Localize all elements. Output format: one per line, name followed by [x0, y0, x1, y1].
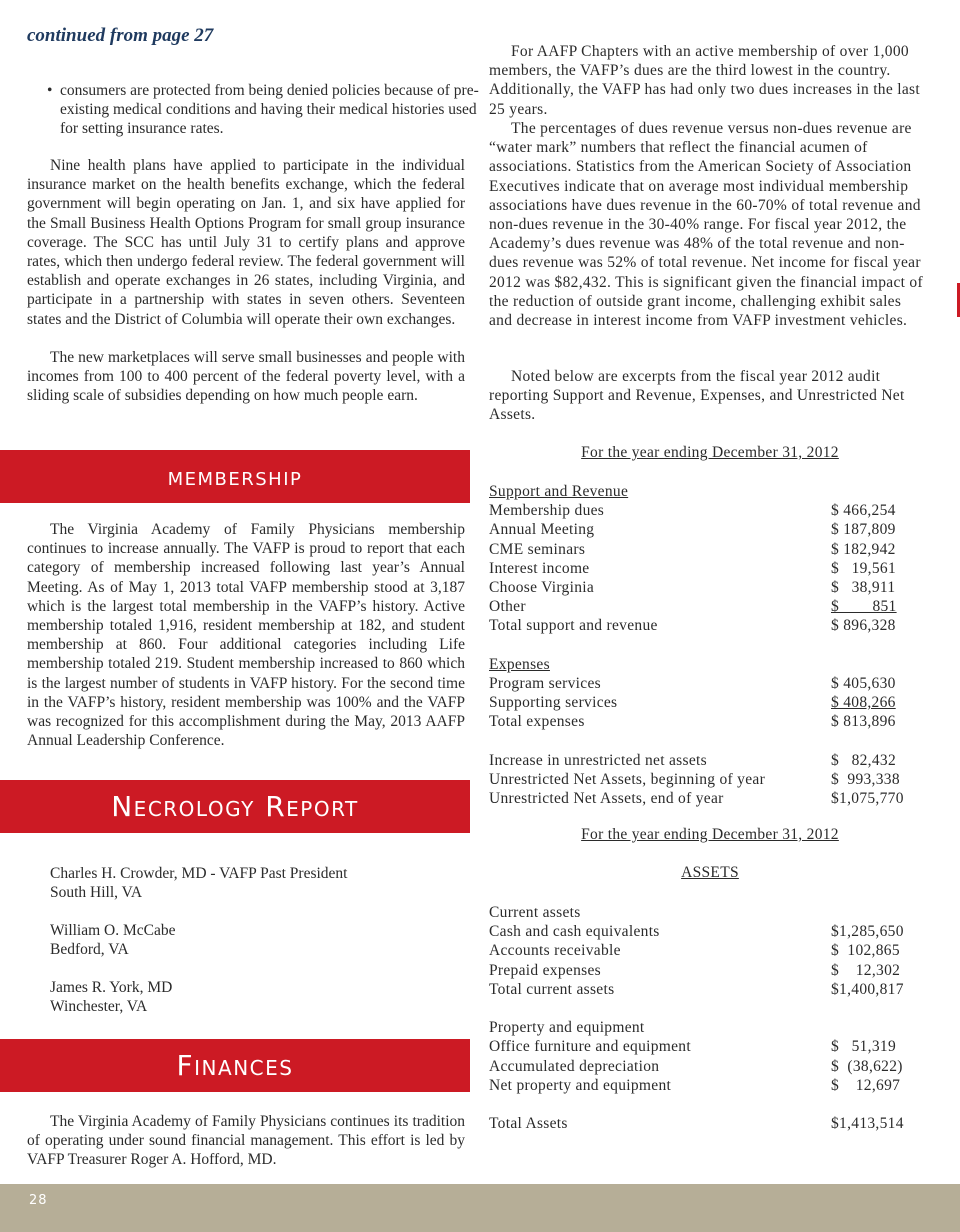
row-value: $ (38,622)	[831, 1057, 903, 1075]
current-assets-heading: Current assets	[489, 904, 581, 921]
table-row	[489, 1057, 924, 1076]
row-label: Total current assets	[489, 980, 615, 998]
necrology-place: Bedford, VA	[50, 941, 129, 959]
property-heading: Property and equipment	[489, 1019, 645, 1037]
assets-table	[489, 903, 924, 1133]
row-label: Program services	[489, 674, 601, 692]
spacer	[489, 999, 924, 1018]
bullet-text: consumers are protected from being denied policies because of pre-existing medical conditions and having their medical histories used for setting insurance rates.	[60, 82, 479, 138]
table-row	[489, 789, 924, 808]
expenses-heading: Expenses	[489, 655, 550, 673]
row-value: $ 12,302	[831, 961, 901, 979]
row-value: $ 993,338	[831, 770, 900, 788]
table-row	[489, 559, 924, 578]
right-paragraph-3: Noted below are excerpts from the fiscal year 2012 audit reporting Support and Revenue, Expenses, and Unrestricted Net Assets.	[489, 368, 905, 424]
table-row	[489, 712, 924, 731]
spacer	[489, 1095, 924, 1114]
assets-heading: ASSETS	[681, 864, 739, 881]
table-row	[489, 520, 924, 539]
section-heading	[489, 903, 924, 922]
row-value: $ 851	[831, 598, 897, 616]
table-row	[489, 1114, 924, 1133]
footer-bar	[0, 1184, 960, 1232]
necrology-heading: Necrology Report	[111, 790, 359, 823]
row-value: $ 38,911	[831, 578, 896, 596]
revenue-table	[489, 482, 924, 808]
left-paragraph-1: Nine health plans have applied to participate in the individual insurance market on the health benefits exchange, which the federal government will begin operating on Jan. 1, and six have applied for the Small Business Health Options Program for small group insurance coverage. The SCC has until July 31 to certify plans and approve rates, which then undergo federal review. The federal government will establish and operate exchanges in 26 states, including Virginia, and participate in a partnership with states in seven others. Seventeen states and the District of Columbia will operate their own exchanges.	[27, 157, 465, 328]
support-heading: Support and Revenue	[489, 483, 629, 500]
row-value: $1,075,770	[831, 790, 904, 807]
table-row	[489, 941, 924, 960]
table1-title: For the year ending December 31, 2012	[581, 444, 839, 461]
necrology-place: South Hill, VA	[50, 884, 143, 902]
table-row	[489, 922, 924, 941]
row-value: $ 19,561	[831, 559, 896, 577]
necrology-name: Charles H. Crowder, MD - VAFP Past President	[50, 865, 348, 882]
table-row	[489, 674, 924, 693]
table-row	[489, 501, 924, 520]
finances-heading: Finances	[176, 1049, 294, 1082]
necrology-banner	[0, 780, 470, 833]
row-value: $ 408,266	[831, 694, 896, 712]
table-row	[489, 961, 924, 980]
row-label: Membership dues	[489, 502, 605, 520]
table-row	[489, 1037, 924, 1056]
right-paragraph-2: The percentages of dues revenue versus non-dues revenue are “water mark” numbers that reflect the financial acumen of associations. Statistics from the American Society of Association Executives indicate that on average most individual membership associations have dues revenue in the 60-70% of total revenue and non-dues revenue in the 30-40% range. For fiscal year 2012, the Academy’s dues revenue was 48% of the total revenue and non-dues revenue was 52% of total revenue. Net income for fiscal year 2012 was $82,432. This is significant given the financial impact of the reduction of outside grant income, challenging exhibit sales and decrease in interest income from VAFP investment vehicles.	[489, 120, 923, 330]
row-label: Cash and cash equivalents	[489, 923, 660, 941]
row-label: Unrestricted Net Assets, end of year	[489, 790, 724, 807]
table-row	[489, 540, 924, 559]
spacer	[489, 731, 924, 750]
table-row	[489, 770, 924, 789]
row-value: $ 182,942	[831, 540, 896, 558]
membership-banner	[0, 450, 470, 503]
membership-paragraph: The Virginia Academy of Family Physicians membership continues to increase annually. The VAFP is proud to report that each category of membership increased following last year’s Annual Meeting. As of May 1, 2013 total VAFP membership stood at 3,187 which is the largest total membership in the VAFP’s history. Active membership totaled 1,916, resident membership at 182, and student membership at 860. Four additional categories including Life membership totaled 219. Student membership increased to 860 which is the largest number of students in VAFP history. For the second time in the VAFP’s history, resident membership was 100% and the VAFP was recognized for this accomplishment during the May, 2013 AAFP Annual Leadership Conference.	[27, 521, 465, 750]
table-row	[489, 597, 924, 616]
necrology-entry	[50, 864, 347, 902]
row-label: Office furniture and equipment	[489, 1038, 691, 1056]
section-heading	[489, 1018, 924, 1037]
necrology-name: James R. York, MD	[50, 979, 173, 996]
row-label: Total expenses	[489, 713, 585, 731]
right-paragraph-1: For AAFP Chapters with an active membership of over 1,000 members, the VAFP’s dues are the third lowest in the country. Additionally, the VAFP has had only two dues increases in the last 25 years.	[489, 43, 920, 118]
necrology-entry	[50, 978, 172, 1016]
page-number: 28	[29, 1193, 48, 1208]
necrology-place: Winchester, VA	[50, 998, 148, 1016]
necrology-entry	[50, 921, 176, 959]
table2-title: For the year ending December 31, 2012	[581, 826, 839, 843]
row-value: $ 405,630	[831, 674, 896, 692]
membership-heading: membership	[167, 462, 303, 491]
bullet-symbol: •	[47, 82, 53, 99]
spacer	[489, 636, 924, 655]
row-label: Choose Virginia	[489, 578, 595, 596]
row-value: $ 896,328	[831, 617, 896, 635]
row-label: CME seminars	[489, 540, 586, 558]
row-label: Total support and revenue	[489, 617, 658, 635]
table-row	[489, 578, 924, 597]
row-label: Unrestricted Net Assets, beginning of year	[489, 770, 766, 788]
row-label: Prepaid expenses	[489, 961, 601, 979]
table-row	[489, 693, 924, 712]
total-assets-value: $1,413,514	[831, 1115, 904, 1133]
table-row	[489, 616, 924, 635]
row-label: Annual Meeting	[489, 521, 595, 539]
row-label: Increase in unrestricted net assets	[489, 751, 707, 769]
row-label: Supporting services	[489, 694, 618, 712]
section-heading	[489, 655, 924, 674]
bullet-item	[47, 81, 480, 139]
finances-paragraph: The Virginia Academy of Family Physicians continues its tradition of operating under sound financial management. This effort is led by VAFP Treasurer Roger A. Hofford, MD.	[27, 1113, 465, 1169]
row-value: $ 51,319	[831, 1038, 896, 1056]
table-row	[489, 980, 924, 999]
row-value: $ 82,432	[831, 751, 896, 769]
section-heading	[489, 482, 924, 501]
row-value: $ 12,697	[831, 1076, 901, 1094]
table-row	[489, 1076, 924, 1095]
total-assets-label: Total Assets	[489, 1115, 568, 1133]
row-label: Other	[489, 598, 526, 616]
finances-banner	[0, 1039, 470, 1092]
row-label: Accounts receivable	[489, 942, 621, 960]
row-value: $ 187,809	[831, 521, 896, 539]
table-row	[489, 751, 924, 770]
row-label: Interest income	[489, 559, 590, 577]
row-value: $1,285,650	[831, 923, 904, 941]
row-label: Accumulated depreciation	[489, 1057, 660, 1075]
row-label: Net property and equipment	[489, 1076, 672, 1094]
necrology-name: William O. McCabe	[50, 922, 176, 939]
row-value: $ 813,896	[831, 713, 896, 731]
continued-label: continued from page 27	[27, 25, 214, 46]
row-value: $ 466,254	[831, 502, 896, 520]
left-paragraph-2: The new marketplaces will serve small businesses and people with incomes from 100 to 400 percent of the federal poverty level, with a sliding scale of subsidies depending on how much people earn.	[27, 349, 465, 405]
row-value: $ 102,865	[831, 942, 900, 960]
row-value: $1,400,817	[831, 980, 904, 998]
